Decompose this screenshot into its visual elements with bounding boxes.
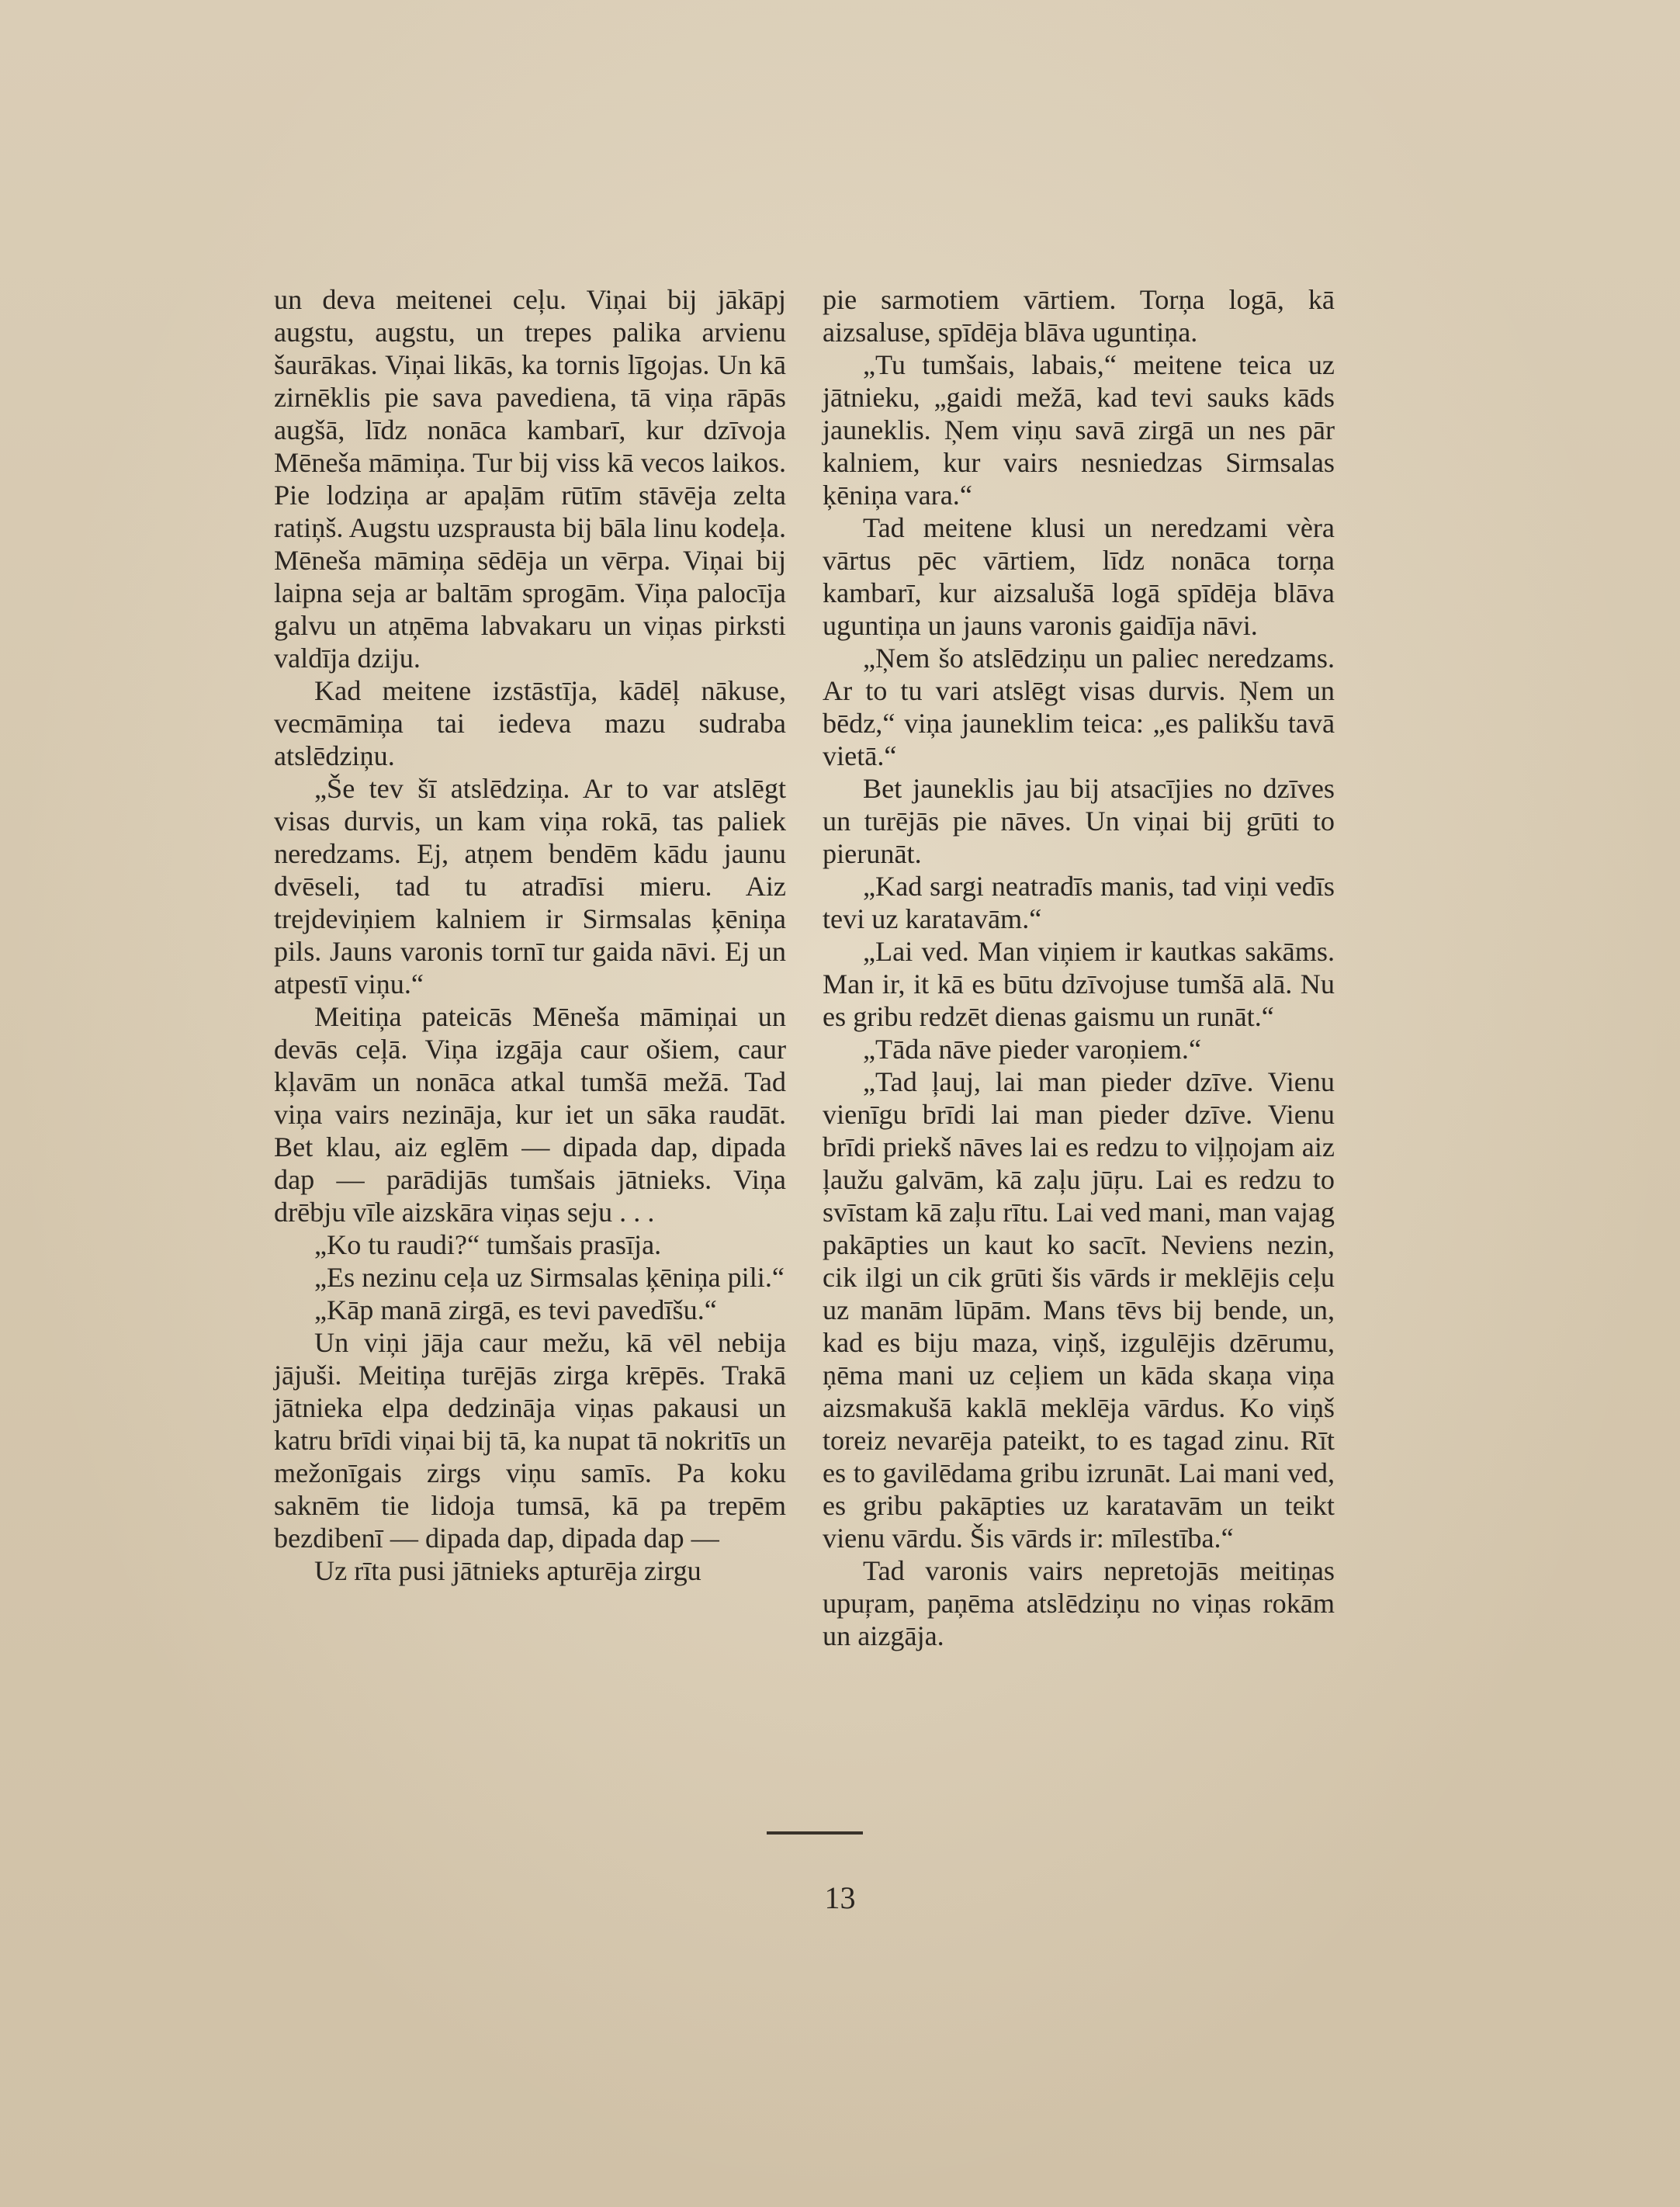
footer-rule xyxy=(767,1831,863,1835)
paragraph: „Kad sargi neatradīs manis, tad viņi vedīs tevi uz karatavām.“ xyxy=(823,871,1335,934)
paragraph: „Še tev šī atslēdziņa. Ar to var atslēgt visas durvis, un kam viņa rokā, tas paliek neredzams. Ej, atņem bendēm kādu jaunu dvēseli, tad tu atradīsi mieru. Aiz trejdeviņiem kalniem ir Sirmsalas ķēniņa pils. Jauns varonis tornī tur gaida nāvi. Ej un atpestī viņu.“ xyxy=(274,773,786,1000)
paragraph: „Ko tu raudi?“ tumšais prasīja. xyxy=(314,1229,662,1260)
right-text-column xyxy=(823,283,1335,1652)
paragraph: „Tāda nāve pieder varoņiem.“ xyxy=(863,1034,1202,1065)
paragraph: „Tu tumšais, labais,“ meitene teica uz jātnieku, „gaidi mežā, kad tevi sauks kāds jauneklis. Ņem viņu savā zirgā un nes pār kalniem, kur vairs nesniedzas Sirmsalas ķēniņa vara.“ xyxy=(823,349,1335,511)
paragraph: Bet jauneklis jau bij atsacījies no dzīves un turējās pie nāves. Un viņai bij grūti to pierunāt. xyxy=(823,773,1335,869)
left-text-column xyxy=(274,283,786,1587)
paragraph: „Lai ved. Man viņiem ir kautkas sakāms. Man ir, it kā es būtu dzīvojuse tumšā alā. Nu es gribu redzēt dienas gaismu un runāt.“ xyxy=(823,936,1335,1032)
paragraph: pie sarmotiem vārtiem. Torņa logā, kā aizsaluse, spīdēja blāva uguntiņa. xyxy=(823,284,1335,348)
paragraph: Kad meitene izstāstīja, kādēļ nākuse, vecmāmiņa tai iedeva mazu sudraba atslēdziņu. xyxy=(274,675,786,771)
paragraph: „Tad ļauj, lai man pieder dzīve. Vienu vienīgu brīdi lai man pieder dzīve. Vienu brīdi priekš nāves lai es redzu to viļņojam aiz ļaužu galvām, kā zaļu jūŗu. Lai es redzu to svīstam kā zaļu rītu. Lai ved mani, man vajag pakāpties un kaut ko sacīt. Neviens nezin, cik ilgi un cik grūti šis vārds ir meklējis ceļu uz manām lūpām. Mans tēvs bij bende, un, kad es biju maza, viņš, izgulējis dzērumu, ņēma mani uz ceļiem un kāda skaņa viņa aizsmakušā kaklā meklēja vārdus. Ko viņš toreiz nevarēja pateikt, to es tagad zinu. Rīt es to gavilēdama gribu izrunāt. Lai mani ved, es gribu pakāpties uz karatavām un teikt vienu vārdu. Šis vārds ir: mīlestība.“ xyxy=(823,1066,1335,1554)
paragraph: Uz rīta pusi jātnieks apturēja zirgu xyxy=(314,1555,701,1586)
paragraph: „Es nezinu ceļa uz Sirmsalas ķēniņa pili.“ xyxy=(314,1262,785,1293)
paragraph: Un viņi jāja caur mežu, kā vēl nebija jājuši. Meitiņa turējās zirga krēpēs. Trakā jātnieka elpa dedzināja viņas pakausi un katru brīdi viņai bij tā, ka nupat tā nokritīs un mežonīgais zirgs viņu samīs. Pa koku saknēm tie lidoja tumsā, kā pa trepēm bezdibenī — dipada dap, dipada dap — xyxy=(274,1327,786,1554)
paragraph: un deva meitenei ceļu. Viņai bij jākāpj augstu, augstu, un trepes palika arvienu šaurākas. Viņai likās, ka tornis līgojas. Un kā zirnēklis pie sava pavediena, tā viņa rāpās augšā, līdz nonāca kambarī, kur dzīvoja Mēneša māmiņa. Tur bij viss kā vecos laikos. Pie lodziņa ar apaļām rūtīm stāvēja zelta ratiņš. Augstu uzsprausta bij bāla linu kodeļa. Mēneša māmiņa sēdēja un vērpa. Viņai bij laipna seja ar baltām sprogām. Viņa palocīja galvu un atņēma labvakaru un viņas pirksti valdīja dziju. xyxy=(274,284,786,674)
paragraph: „Ņem šo atslēdziņu un paliec neredzams. Ar to tu vari atslēgt visas durvis. Ņem un bēdz,“ viņa jauneklim teica: „es palikšu tavā vietā.“ xyxy=(823,643,1335,771)
paragraph: Tad varonis vairs nepretojās meitiņas upuŗam, paņēma atslēdziņu no viņas rokām un aizgāja. xyxy=(823,1555,1335,1651)
paragraph: Tad meitene klusi un neredzami vèra vārtus pēc vārtiem, līdz nonāca torņa kambarī, kur aizsalušā logā spīdēja blāva uguntiņa un jauns varonis gaidīja nāvi. xyxy=(823,512,1335,641)
paragraph: Meitiņa pateicās Mēneša māmiņai un devās ceļā. Viņa izgāja caur ošiem, caur kļavām un nonāca atkal tumšā mežā. Tad viņa vairs nezināja, kur iet un sāka raudāt. Bet klau, aiz eglēm — dipada dap, dipada dap — parādijās tumšais jātnieks. Viņa drēbju vīle aizskāra viņas seju . . . xyxy=(274,1001,786,1228)
paragraph: „Kāp manā zirgā, es tevi pavedīšu.“ xyxy=(314,1294,717,1325)
page-number: 13 xyxy=(824,1880,856,1915)
